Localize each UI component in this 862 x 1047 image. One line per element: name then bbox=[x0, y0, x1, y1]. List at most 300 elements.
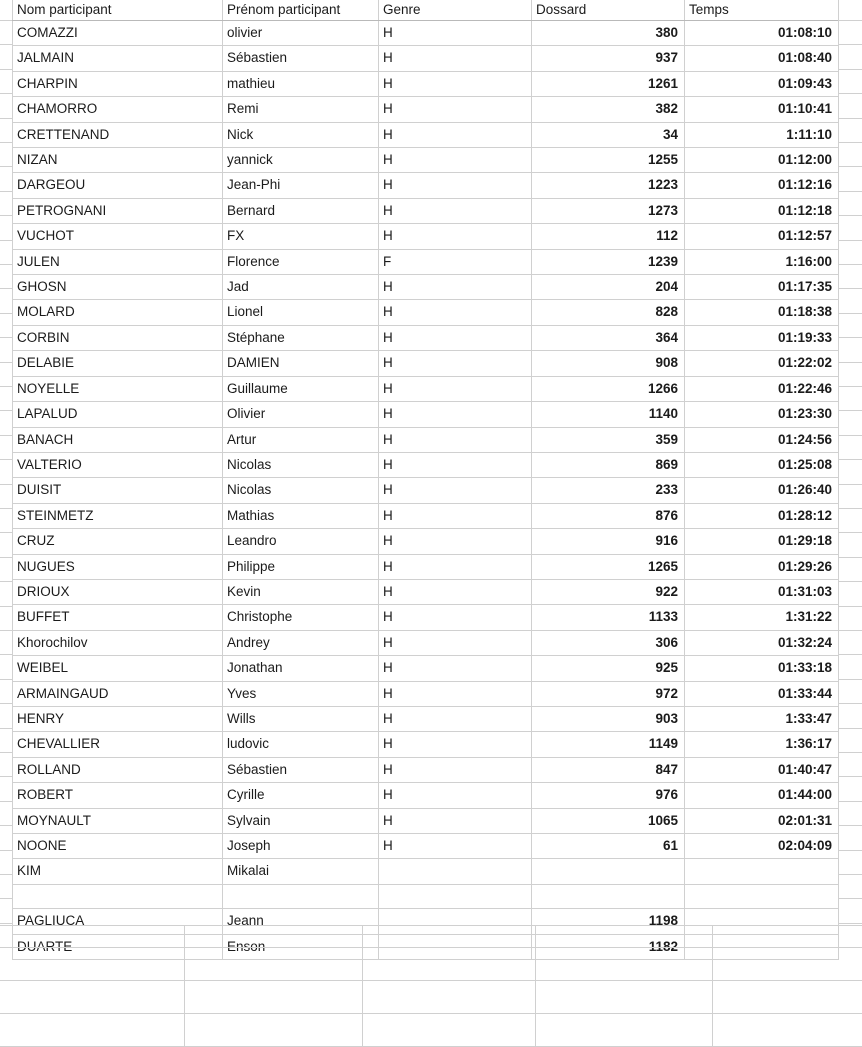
grid-rule bbox=[0, 825, 12, 826]
cell-prenom[interactable]: Mathias bbox=[223, 503, 379, 528]
left-partial-column[interactable] bbox=[0, 0, 12, 928]
grid-rule bbox=[0, 630, 12, 631]
cell-genre[interactable]: H bbox=[379, 732, 532, 757]
cell-dossard[interactable]: 876 bbox=[532, 503, 685, 528]
cell-prenom[interactable]: Jonathan bbox=[223, 656, 379, 681]
table-row[interactable] bbox=[13, 300, 839, 325]
table-row[interactable] bbox=[13, 630, 839, 655]
grid-rule bbox=[838, 93, 862, 94]
cell-nom[interactable]: BANACH bbox=[13, 427, 223, 452]
grid-rule bbox=[0, 557, 12, 558]
cell-prenom[interactable]: Nicolas bbox=[223, 452, 379, 477]
cell-dossard[interactable]: 937 bbox=[532, 46, 685, 71]
empty-row[interactable] bbox=[0, 926, 862, 948]
cell-nom[interactable]: KIM bbox=[13, 859, 223, 884]
cell-temps[interactable]: 1:33:47 bbox=[685, 706, 839, 731]
grid-rule bbox=[838, 923, 862, 924]
cell-prenom[interactable]: Andrey bbox=[223, 630, 379, 655]
cell-dossard[interactable]: 61 bbox=[532, 834, 685, 859]
empty-cell[interactable] bbox=[535, 948, 712, 981]
cell-temps[interactable]: 01:28:12 bbox=[685, 503, 839, 528]
grid-rule bbox=[838, 386, 862, 387]
cell-prenom[interactable] bbox=[223, 884, 379, 908]
cell-dossard[interactable]: 1198 bbox=[532, 909, 685, 934]
table-row[interactable] bbox=[13, 427, 839, 452]
cell-genre[interactable]: H bbox=[379, 198, 532, 223]
cell-prenom[interactable]: Lionel bbox=[223, 300, 379, 325]
cell-temps[interactable]: 01:29:26 bbox=[685, 554, 839, 579]
grid-rule bbox=[0, 508, 12, 509]
grid-rule bbox=[838, 630, 862, 631]
cell-temps[interactable]: 01:10:41 bbox=[685, 97, 839, 122]
cell-prenom[interactable]: Philippe bbox=[223, 554, 379, 579]
grid-rule bbox=[0, 118, 12, 119]
cell-temps[interactable]: 01:26:40 bbox=[685, 478, 839, 503]
cell-dossard[interactable]: 922 bbox=[532, 579, 685, 604]
grid-rule bbox=[0, 69, 12, 70]
cell-prenom[interactable]: mathieu bbox=[223, 71, 379, 96]
cell-prenom[interactable]: Nick bbox=[223, 122, 379, 147]
cell-temps[interactable]: 01:12:00 bbox=[685, 148, 839, 173]
table-row[interactable] bbox=[13, 554, 839, 579]
cell-prenom[interactable]: yannick bbox=[223, 148, 379, 173]
cell-dossard[interactable]: 1223 bbox=[532, 173, 685, 198]
cell-temps[interactable]: 01:22:02 bbox=[685, 351, 839, 376]
table-row[interactable] bbox=[13, 224, 839, 249]
column-header-dossard[interactable]: Dossard bbox=[532, 0, 685, 21]
grid-rule bbox=[838, 850, 862, 851]
grid-rule bbox=[838, 557, 862, 558]
cell-temps[interactable]: 01:09:43 bbox=[685, 71, 839, 96]
column-header-temps[interactable]: Temps bbox=[685, 0, 839, 21]
empty-cell[interactable] bbox=[362, 981, 535, 1014]
cell-dossard[interactable]: 382 bbox=[532, 97, 685, 122]
table-row[interactable] bbox=[13, 529, 839, 554]
cell-genre[interactable]: H bbox=[379, 325, 532, 350]
cell-nom[interactable]: CRUZ bbox=[13, 529, 223, 554]
cell-prenom[interactable]: FX bbox=[223, 224, 379, 249]
table-row[interactable] bbox=[13, 21, 839, 46]
cell-genre[interactable]: H bbox=[379, 681, 532, 706]
cell-genre[interactable]: H bbox=[379, 275, 532, 300]
grid-rule bbox=[838, 191, 862, 192]
cell-prenom[interactable]: ludovic bbox=[223, 732, 379, 757]
empty-row[interactable] bbox=[0, 1014, 862, 1047]
cell-genre[interactable]: H bbox=[379, 148, 532, 173]
cell-dossard[interactable] bbox=[532, 884, 685, 908]
grid-rule bbox=[838, 142, 862, 143]
cell-nom[interactable]: DUARTE bbox=[13, 934, 223, 959]
grid-rule bbox=[838, 20, 862, 21]
cell-genre[interactable]: H bbox=[379, 97, 532, 122]
cell-genre[interactable]: H bbox=[379, 478, 532, 503]
grid-rule bbox=[838, 874, 862, 875]
empty-row[interactable] bbox=[0, 948, 862, 981]
empty-cell[interactable] bbox=[184, 948, 362, 981]
table-row[interactable] bbox=[13, 884, 839, 908]
cell-temps[interactable]: 01:24:56 bbox=[685, 427, 839, 452]
cell-nom[interactable]: DARGEOU bbox=[13, 173, 223, 198]
cell-dossard[interactable]: 34 bbox=[532, 122, 685, 147]
table-row[interactable] bbox=[13, 198, 839, 223]
table-row[interactable] bbox=[13, 579, 839, 604]
cell-prenom[interactable]: Sébastien bbox=[223, 757, 379, 782]
grid-rule bbox=[0, 728, 12, 729]
cell-temps[interactable]: 01:25:08 bbox=[685, 452, 839, 477]
cell-nom[interactable]: CORBIN bbox=[13, 325, 223, 350]
grid-rule bbox=[0, 776, 12, 777]
cell-genre[interactable]: H bbox=[379, 706, 532, 731]
table-row[interactable] bbox=[13, 681, 839, 706]
cell-prenom[interactable]: Yves bbox=[223, 681, 379, 706]
cell-genre[interactable] bbox=[379, 859, 532, 884]
cell-prenom[interactable]: Florence bbox=[223, 249, 379, 274]
cell-prenom[interactable]: Jean-Phi bbox=[223, 173, 379, 198]
cell-genre[interactable] bbox=[379, 884, 532, 908]
cell-nom[interactable]: LAPALUD bbox=[13, 402, 223, 427]
cell-nom[interactable]: PETROGNANI bbox=[13, 198, 223, 223]
cell-prenom[interactable]: Guillaume bbox=[223, 376, 379, 401]
table-row[interactable] bbox=[13, 783, 839, 808]
table-row[interactable] bbox=[13, 173, 839, 198]
cell-dossard[interactable]: 1265 bbox=[532, 554, 685, 579]
cell-prenom[interactable]: Artur bbox=[223, 427, 379, 452]
cell-genre[interactable]: H bbox=[379, 351, 532, 376]
cell-temps[interactable]: 01:32:24 bbox=[685, 630, 839, 655]
grid-rule bbox=[0, 142, 12, 143]
table-row[interactable] bbox=[13, 808, 839, 833]
empty-cell[interactable] bbox=[362, 1014, 535, 1047]
table-row[interactable] bbox=[13, 148, 839, 173]
cell-dossard[interactable]: 903 bbox=[532, 706, 685, 731]
cell-prenom[interactable]: Olivier bbox=[223, 402, 379, 427]
table-row[interactable] bbox=[13, 478, 839, 503]
cell-nom[interactable] bbox=[13, 884, 223, 908]
cell-temps[interactable]: 01:40:47 bbox=[685, 757, 839, 782]
table-row[interactable] bbox=[13, 757, 839, 782]
grid-rule bbox=[0, 874, 12, 875]
cell-genre[interactable]: H bbox=[379, 224, 532, 249]
cell-genre[interactable]: H bbox=[379, 656, 532, 681]
cell-dossard[interactable]: 976 bbox=[532, 783, 685, 808]
empty-cell[interactable] bbox=[712, 981, 862, 1014]
cell-genre[interactable]: H bbox=[379, 579, 532, 604]
cell-genre[interactable]: F bbox=[379, 249, 532, 274]
grid-rule bbox=[838, 484, 862, 485]
cell-nom[interactable]: CHEVALLIER bbox=[13, 732, 223, 757]
cell-nom[interactable]: ARMAINGAUD bbox=[13, 681, 223, 706]
grid-rule bbox=[0, 459, 12, 460]
empty-cell[interactable] bbox=[0, 1014, 184, 1047]
grid-rule bbox=[838, 362, 862, 363]
cell-dossard[interactable]: 916 bbox=[532, 529, 685, 554]
cell-genre[interactable]: H bbox=[379, 834, 532, 859]
grid-rule bbox=[0, 752, 12, 753]
cell-prenom[interactable]: Joseph bbox=[223, 834, 379, 859]
cell-temps[interactable]: 1:11:10 bbox=[685, 122, 839, 147]
column-header-prenom[interactable]: Prénom participant bbox=[223, 0, 379, 21]
cell-nom[interactable]: WEIBEL bbox=[13, 656, 223, 681]
cell-temps[interactable]: 01:44:00 bbox=[685, 783, 839, 808]
cell-dossard[interactable]: 908 bbox=[532, 351, 685, 376]
cell-prenom[interactable]: olivier bbox=[223, 21, 379, 46]
table-row[interactable] bbox=[13, 834, 839, 859]
cell-dossard[interactable]: 847 bbox=[532, 757, 685, 782]
grid-rule bbox=[838, 508, 862, 509]
cell-temps[interactable]: 01:08:10 bbox=[685, 21, 839, 46]
cell-temps[interactable]: 01:22:46 bbox=[685, 376, 839, 401]
cell-dossard[interactable]: 1255 bbox=[532, 148, 685, 173]
cell-dossard[interactable]: 1140 bbox=[532, 402, 685, 427]
cell-dossard[interactable]: 869 bbox=[532, 452, 685, 477]
grid-rule bbox=[838, 69, 862, 70]
cell-genre[interactable]: H bbox=[379, 173, 532, 198]
cell-prenom[interactable]: Enson bbox=[223, 934, 379, 959]
empty-cell[interactable] bbox=[0, 981, 184, 1014]
cell-genre[interactable]: H bbox=[379, 503, 532, 528]
cell-genre[interactable]: H bbox=[379, 21, 532, 46]
empty-cell[interactable] bbox=[362, 948, 535, 981]
grid-rule bbox=[0, 337, 12, 338]
cell-temps[interactable]: 01:31:03 bbox=[685, 579, 839, 604]
right-partial-column[interactable] bbox=[838, 0, 862, 928]
grid-rule bbox=[0, 606, 12, 607]
cell-prenom[interactable]: Sylvain bbox=[223, 808, 379, 833]
empty-cell[interactable] bbox=[184, 926, 362, 948]
cell-nom[interactable]: NUGUES bbox=[13, 554, 223, 579]
cell-temps[interactable]: 1:31:22 bbox=[685, 605, 839, 630]
cell-nom[interactable]: COMAZZI bbox=[13, 21, 223, 46]
cell-nom[interactable]: DELABIE bbox=[13, 351, 223, 376]
cell-prenom[interactable]: Nicolas bbox=[223, 478, 379, 503]
cell-prenom[interactable]: Jad bbox=[223, 275, 379, 300]
cell-nom[interactable]: BUFFET bbox=[13, 605, 223, 630]
grid-rule bbox=[0, 581, 12, 582]
cell-prenom[interactable]: Sébastien bbox=[223, 46, 379, 71]
cell-genre[interactable]: H bbox=[379, 554, 532, 579]
cell-dossard[interactable]: 925 bbox=[532, 656, 685, 681]
grid-rule bbox=[838, 606, 862, 607]
grid-rule bbox=[0, 44, 12, 45]
cell-temps[interactable]: 01:17:35 bbox=[685, 275, 839, 300]
cell-dossard[interactable]: 972 bbox=[532, 681, 685, 706]
cell-nom[interactable]: JALMAIN bbox=[13, 46, 223, 71]
table-row[interactable] bbox=[13, 325, 839, 350]
cell-nom[interactable]: STEINMETZ bbox=[13, 503, 223, 528]
cell-prenom[interactable]: Bernard bbox=[223, 198, 379, 223]
cell-nom[interactable]: GHOSN bbox=[13, 275, 223, 300]
cell-dossard[interactable]: 1261 bbox=[532, 71, 685, 96]
cell-nom[interactable]: MOLARD bbox=[13, 300, 223, 325]
cell-genre[interactable]: H bbox=[379, 300, 532, 325]
table-row[interactable] bbox=[13, 97, 839, 122]
grid-rule bbox=[838, 410, 862, 411]
cell-dossard[interactable] bbox=[532, 859, 685, 884]
cell-nom[interactable]: DRIOUX bbox=[13, 579, 223, 604]
cell-nom[interactable]: ROLLAND bbox=[13, 757, 223, 782]
cell-nom[interactable]: HENRY bbox=[13, 706, 223, 731]
table-row[interactable] bbox=[13, 122, 839, 147]
cell-nom[interactable]: JULEN bbox=[13, 249, 223, 274]
cell-nom[interactable]: Khorochilov bbox=[13, 630, 223, 655]
participants-table[interactable] bbox=[12, 0, 839, 960]
cell-nom[interactable]: CRETTENAND bbox=[13, 122, 223, 147]
cell-genre[interactable]: H bbox=[379, 630, 532, 655]
table-row[interactable] bbox=[13, 351, 839, 376]
grid-rule bbox=[0, 801, 12, 802]
cell-prenom[interactable]: Remi bbox=[223, 97, 379, 122]
table-row[interactable] bbox=[13, 656, 839, 681]
empty-row[interactable] bbox=[0, 981, 862, 1014]
table-row[interactable] bbox=[13, 706, 839, 731]
table-row[interactable] bbox=[13, 402, 839, 427]
cell-nom[interactable]: CHAMORRO bbox=[13, 97, 223, 122]
empty-cell[interactable] bbox=[362, 926, 535, 948]
cell-genre[interactable]: H bbox=[379, 783, 532, 808]
grid-rule bbox=[0, 435, 12, 436]
cell-prenom[interactable]: Jeann bbox=[223, 909, 379, 934]
grid-rule bbox=[838, 532, 862, 533]
cell-genre[interactable]: H bbox=[379, 427, 532, 452]
cell-dossard[interactable]: 1149 bbox=[532, 732, 685, 757]
table-row[interactable] bbox=[13, 275, 839, 300]
table-row[interactable] bbox=[13, 376, 839, 401]
table-row[interactable] bbox=[13, 249, 839, 274]
grid-rule bbox=[0, 191, 12, 192]
cell-prenom[interactable]: Wills bbox=[223, 706, 379, 731]
cell-nom[interactable]: ROBERT bbox=[13, 783, 223, 808]
empty-cell[interactable] bbox=[712, 926, 862, 948]
cell-dossard[interactable]: 828 bbox=[532, 300, 685, 325]
empty-cell[interactable] bbox=[712, 1014, 862, 1047]
table-body bbox=[13, 21, 839, 960]
grid-rule bbox=[838, 288, 862, 289]
cell-temps[interactable]: 01:23:30 bbox=[685, 402, 839, 427]
cell-prenom[interactable]: Kevin bbox=[223, 579, 379, 604]
cell-prenom[interactable]: Cyrille bbox=[223, 783, 379, 808]
cell-nom[interactable]: DUISIT bbox=[13, 478, 223, 503]
cell-genre[interactable]: H bbox=[379, 605, 532, 630]
cell-temps[interactable]: 01:33:18 bbox=[685, 656, 839, 681]
empty-cell[interactable] bbox=[0, 926, 184, 948]
cell-dossard[interactable]: 364 bbox=[532, 325, 685, 350]
empty-cells-region[interactable] bbox=[0, 925, 862, 1024]
cell-temps[interactable]: 01:18:38 bbox=[685, 300, 839, 325]
cell-nom[interactable]: VUCHOT bbox=[13, 224, 223, 249]
empty-cell[interactable] bbox=[535, 981, 712, 1014]
cell-prenom[interactable]: Stéphane bbox=[223, 325, 379, 350]
empty-cell[interactable] bbox=[184, 1014, 362, 1047]
grid-rule bbox=[838, 118, 862, 119]
cell-genre[interactable]: H bbox=[379, 402, 532, 427]
cell-dossard[interactable]: 359 bbox=[532, 427, 685, 452]
cell-genre[interactable]: H bbox=[379, 71, 532, 96]
cell-genre[interactable]: H bbox=[379, 529, 532, 554]
cell-dossard[interactable]: 1182 bbox=[532, 934, 685, 959]
cell-prenom[interactable]: DAMIEN bbox=[223, 351, 379, 376]
cell-temps[interactable]: 01:12:57 bbox=[685, 224, 839, 249]
cell-genre[interactable]: H bbox=[379, 808, 532, 833]
cell-temps[interactable]: 01:08:40 bbox=[685, 46, 839, 71]
cell-temps[interactable]: 01:12:18 bbox=[685, 198, 839, 223]
grid-rule bbox=[838, 337, 862, 338]
cell-nom[interactable]: VALTERIO bbox=[13, 452, 223, 477]
cell-temps[interactable]: 01:19:33 bbox=[685, 325, 839, 350]
cell-temps[interactable]: 01:12:16 bbox=[685, 173, 839, 198]
cell-genre[interactable]: H bbox=[379, 376, 532, 401]
table-row[interactable] bbox=[13, 503, 839, 528]
cell-dossard[interactable]: 1266 bbox=[532, 376, 685, 401]
cell-nom[interactable]: MOYNAULT bbox=[13, 808, 223, 833]
table-row[interactable] bbox=[13, 859, 839, 884]
cell-dossard[interactable]: 1273 bbox=[532, 198, 685, 223]
cell-dossard[interactable]: 233 bbox=[532, 478, 685, 503]
cell-temps[interactable]: 1:16:00 bbox=[685, 249, 839, 274]
grid-rule bbox=[838, 752, 862, 753]
empty-cell[interactable] bbox=[535, 926, 712, 948]
cell-nom[interactable]: NOYELLE bbox=[13, 376, 223, 401]
cell-genre[interactable]: H bbox=[379, 757, 532, 782]
cell-dossard[interactable]: 1133 bbox=[532, 605, 685, 630]
cell-genre[interactable]: H bbox=[379, 122, 532, 147]
cell-temps[interactable] bbox=[685, 884, 839, 908]
cell-dossard[interactable]: 1065 bbox=[532, 808, 685, 833]
table-row[interactable] bbox=[13, 732, 839, 757]
cell-temps[interactable]: 02:01:31 bbox=[685, 808, 839, 833]
cell-dossard[interactable]: 1239 bbox=[532, 249, 685, 274]
grid-rule bbox=[0, 166, 12, 167]
cell-dossard[interactable]: 380 bbox=[532, 21, 685, 46]
grid-rule bbox=[0, 923, 12, 924]
cell-nom[interactable]: CHARPIN bbox=[13, 71, 223, 96]
empty-cell[interactable] bbox=[535, 1014, 712, 1047]
column-header-genre[interactable]: Genre bbox=[379, 0, 532, 21]
grid-rule bbox=[838, 240, 862, 241]
cell-prenom[interactable]: Leandro bbox=[223, 529, 379, 554]
empty-cell[interactable] bbox=[0, 948, 184, 981]
grid-rule bbox=[838, 654, 862, 655]
column-header-nom[interactable]: Nom participant bbox=[13, 0, 223, 21]
table-row[interactable] bbox=[13, 71, 839, 96]
grid-rule bbox=[838, 703, 862, 704]
cell-dossard[interactable]: 112 bbox=[532, 224, 685, 249]
cell-temps[interactable] bbox=[685, 859, 839, 884]
table-row[interactable] bbox=[13, 452, 839, 477]
cell-nom[interactable]: NIZAN bbox=[13, 148, 223, 173]
cell-dossard[interactable]: 204 bbox=[532, 275, 685, 300]
cell-temps[interactable]: 01:33:44 bbox=[685, 681, 839, 706]
empty-cell[interactable] bbox=[184, 981, 362, 1014]
cell-prenom[interactable]: Christophe bbox=[223, 605, 379, 630]
grid-rule bbox=[0, 362, 12, 363]
cell-nom[interactable]: NOONE bbox=[13, 834, 223, 859]
cell-genre[interactable]: H bbox=[379, 46, 532, 71]
table-row[interactable] bbox=[13, 605, 839, 630]
cell-temps[interactable]: 02:04:09 bbox=[685, 834, 839, 859]
cell-temps[interactable]: 1:36:17 bbox=[685, 732, 839, 757]
grid-rule bbox=[0, 215, 12, 216]
cell-nom[interactable]: PAGLIUCA bbox=[13, 909, 223, 934]
empty-grid-table[interactable] bbox=[0, 925, 862, 1047]
cell-temps[interactable]: 01:29:18 bbox=[685, 529, 839, 554]
table-row[interactable] bbox=[13, 46, 839, 71]
cell-prenom[interactable]: Mikalai bbox=[223, 859, 379, 884]
grid-rule bbox=[0, 484, 12, 485]
grid-rule bbox=[0, 313, 12, 314]
cell-genre[interactable]: H bbox=[379, 452, 532, 477]
empty-cell[interactable] bbox=[712, 948, 862, 981]
cell-dossard[interactable]: 306 bbox=[532, 630, 685, 655]
